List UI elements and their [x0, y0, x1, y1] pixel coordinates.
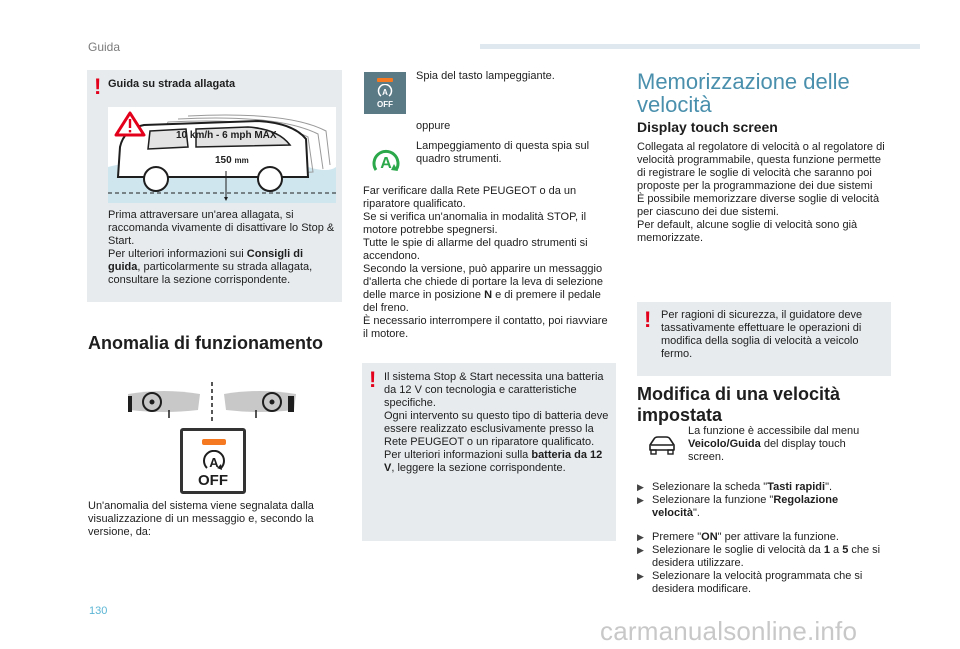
auto-a-icon: [377, 84, 393, 98]
watermark: carmanualsonline.info: [600, 616, 858, 646]
warning-line: , particolarmente su strada allagata, consultare la sezione corrispondente.: [108, 261, 313, 286]
battery-link: batteria da 12 V: [384, 449, 603, 474]
svg-text:A: A: [380, 155, 392, 172]
button-off-label: OFF: [198, 472, 228, 489]
access-text: La funzione è accessibile dal menu: [688, 425, 860, 437]
warning-exclamation-icon: !: [94, 74, 102, 99]
indicator2-text: Lampeggiamento di questa spia sul quadro strumenti.: [416, 140, 590, 165]
speed-memory-paragraph: [637, 141, 887, 245]
button-indicator-icon: [364, 72, 406, 114]
speed-limit-label: 10 km/h - 6 mph MAX: [176, 130, 277, 141]
indicator-off-label: OFF: [377, 100, 393, 109]
touch-screen-subtitle: Display touch screen: [637, 119, 778, 135]
function-speed-setting: Regolazione velocità: [652, 494, 839, 519]
step-item: ▶ Selezionare le soglie di velocità da 1 a 5 che si desidera utilizzare.: [637, 544, 881, 569]
header-bar: [480, 44, 920, 49]
malfunction-heading: Anomalia di funzionamento: [88, 333, 324, 353]
memory-line: È possibile memorizzare diverse soglie di velocità per ciascuno dei due sistemi.: [637, 193, 880, 218]
water-depth-value: 150: [215, 155, 232, 166]
driving-tips-link: Consigli di guida: [108, 248, 304, 273]
battery-line: , leggere la sezione corrispondente.: [391, 462, 566, 474]
service-paragraph: [363, 185, 615, 341]
step-arrow-icon: ▶: [637, 571, 644, 581]
step-arrow-icon: ▶: [637, 482, 644, 492]
button-led-indicator: [202, 439, 226, 445]
service-line: Far verificare dalla Rete PEUGEOT o da un riparatore qualificato.: [363, 185, 577, 210]
service-line: È necessario interrompere il contatto, poi riavviare il motore.: [363, 315, 608, 340]
on-label: ON: [701, 531, 718, 543]
warning-line: Per ulteriori informazioni sui: [108, 248, 247, 260]
warning-title: Guida su strada allagata: [108, 78, 236, 90]
memory-line: Per default, alcune soglie di velocità sono già memorizzate.: [637, 219, 858, 244]
car-menu-icon: [646, 434, 678, 458]
service-line: Se si verifica un'anomalia in modalità STOP, il motore potrebbe spegnersi.: [363, 211, 587, 236]
menu-vehicle: Veicolo: [688, 438, 727, 450]
step-arrow-icon: ▶: [637, 532, 644, 542]
steps-list-2: [637, 531, 887, 596]
battery-line: Per ulteriori informazioni sulla: [384, 449, 532, 461]
steps-list-1: [637, 481, 887, 520]
tab-quick-keys: Tasti rapidi: [767, 481, 826, 493]
step-item: ▶ Selezionare la velocità programmata che si desidera modificare.: [637, 570, 863, 595]
step-arrow-icon: ▶: [637, 545, 644, 555]
battery-line: Il sistema Stop & Start necessita una batteria da 12 V con tecnologia e caratteristiche specifiche.: [384, 371, 604, 409]
menu-access-text: [688, 425, 883, 464]
menu-driving: Guida: [729, 438, 761, 450]
battery-info-text: [384, 371, 612, 475]
dashboard-illustration: [124, 380, 300, 424]
water-depth-label: [215, 155, 249, 166]
page-number: 130: [89, 605, 108, 617]
memory-line: Collegata al regolatore di velocità o al regolatore di velocità programmabile, questa funzione permette di registrare le soglie di velocità che saranno poi proposte per la programmazione dei due sistemi: [637, 141, 885, 192]
indicator1-text: Spia del tasto lampeggiante.: [416, 70, 555, 82]
safety-exclamation-icon: !: [644, 307, 652, 332]
section-label: Guida: [88, 40, 121, 54]
service-line: Secondo la versione, può apparire un messaggio d'allerta che chiede di portare la leva di selezione delle marce in posizione: [363, 263, 603, 301]
warning-line: Prima attraversare un'area allagata, si raccomanda vivamente di disattivare lo Stop & Start.: [108, 209, 335, 247]
indicator-led: [377, 78, 393, 82]
access-text: del display touch screen.: [688, 438, 846, 463]
auto-green-indicator-icon: [369, 145, 403, 173]
service-line: Tutte le spie di allarme del quadro strumenti si accendono.: [363, 237, 588, 262]
svg-text:A: A: [209, 455, 219, 470]
step-item: ▶ Selezionare la scheda "Tasti rapidi".: [637, 481, 833, 493]
modify-speed-heading: Modifica di una velocità impostata: [637, 384, 841, 425]
safety-warning-text: Per ragioni di sicurezza, il guidatore deve tassativamente effettuare le operazioni di modifica della soglia di velocità a veicolo fermo.: [661, 309, 863, 360]
warning-body: [108, 209, 336, 287]
battery-warning-exclamation-icon: !: [369, 367, 377, 392]
step-item: ▶ Selezionare la funzione "Regolazione velocità".: [637, 494, 839, 519]
speed-memory-title: Memorizzazione delle velocità: [637, 69, 850, 117]
battery-line: Ogni intervento su questo tipo di batteria deve essere realizzato esclusivamente presso la Rete PEUGEOT o un riparatore qualificato.: [384, 410, 609, 448]
step-item: ▶ Premere "ON" per attivare la funzione.: [637, 531, 839, 543]
gear-n-label: N: [484, 289, 493, 301]
service-line: e di premere il pedale del freno.: [363, 289, 601, 314]
malfunction-paragraph: Un'anomalia del sistema viene segnalata dalla visualizzazione di un messaggio e, secondo la versione, da:: [88, 500, 314, 538]
auto-a-icon: [201, 450, 227, 472]
stop-start-off-button: [180, 428, 246, 494]
water-depth-unit: mm: [234, 156, 249, 165]
svg-text:A: A: [382, 88, 388, 97]
menu-separator: /: [726, 438, 730, 450]
or-text: oppure: [416, 120, 451, 132]
step-arrow-icon: ▶: [637, 495, 644, 505]
